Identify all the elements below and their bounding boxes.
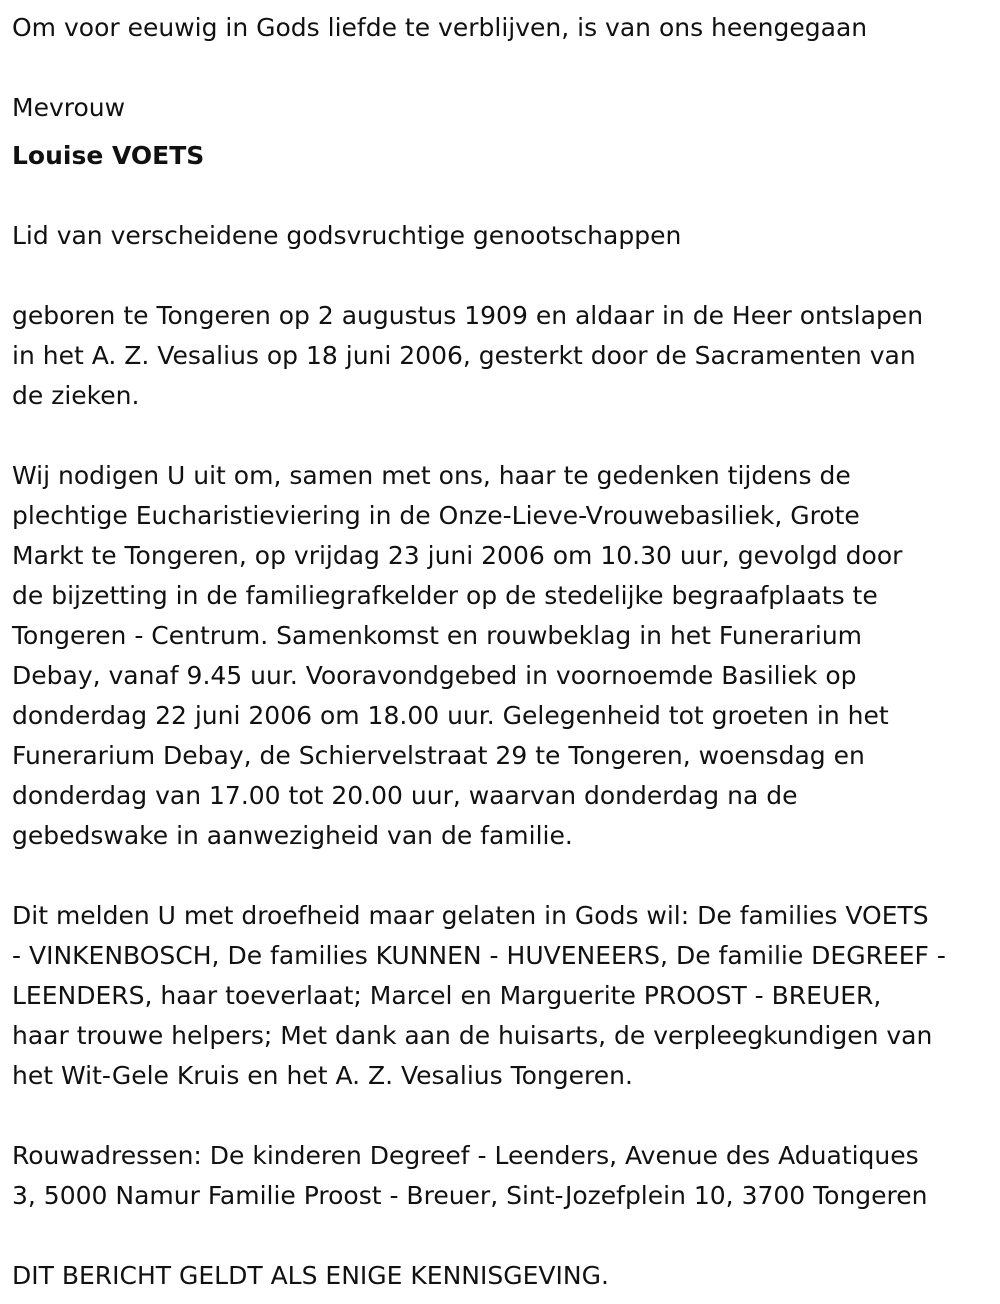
paragraph-line: donderdag 22 juni 2006 om 18.00 uur. Gelegenheid tot groeten in het <box>12 701 889 730</box>
deceased-name: Louise VOETS <box>12 141 205 170</box>
spacer <box>12 1096 988 1136</box>
paragraph-line: gebedswake in aanwezigheid van de familie. <box>12 821 573 850</box>
closing-notice: DIT BERICHT GELDT ALS ENIGE KENNISGEVING. <box>12 1261 609 1290</box>
paragraph-line: Funerarium Debay, de Schiervelstraat 29 te Tongeren, woensdag en <box>12 741 865 770</box>
paragraph-line: 3, 5000 Namur Familie Proost - Breuer, Sint-Jozefplein 10, 3700 Tongeren <box>12 1181 928 1210</box>
paragraph-line: LEENDERS, haar toeverlaat; Marcel en Marguerite PROOST - BREUER, <box>12 981 882 1010</box>
paragraph-line: Tongeren - Centrum. Samenkomst en rouwbeklag in het Funerarium <box>12 621 863 650</box>
spacer <box>12 416 988 456</box>
paragraph-line: donderdag van 17.00 tot 20.00 uur, waarvan donderdag na de <box>12 781 798 810</box>
announcement-paragraph <box>12 896 988 1096</box>
spacer <box>12 48 988 88</box>
paragraph-line: Dit melden U met droefheid maar gelaten in Gods wil: De families VOETS <box>12 901 929 930</box>
intro-text: Om voor eeuwig in Gods liefde te verblijven, is van ons heengegaan <box>12 13 868 42</box>
paragraph-line: de bijzetting in de familiegrafkelder op de stedelijke begraafplaats te <box>12 581 878 610</box>
invitation-paragraph <box>12 456 988 856</box>
paragraph-line: Rouwadressen: De kinderen Degreef - Leenders, Avenue des Aduatiques <box>12 1141 919 1170</box>
birth-death-paragraph <box>12 296 988 416</box>
addresses-paragraph <box>12 1136 988 1216</box>
paragraph-line: haar trouwe helpers; Met dank aan de huisarts, de verpleegkundigen van <box>12 1021 933 1050</box>
spacer <box>12 176 988 216</box>
salutation: Mevrouw <box>12 93 126 122</box>
spacer <box>12 256 988 296</box>
paragraph-line: Wij nodigen U uit om, samen met ons, haar te gedenken tijdens de <box>12 461 851 490</box>
paragraph-line: - VINKENBOSCH, De families KUNNEN - HUVENEERS, De familie DEGREEF - <box>12 941 946 970</box>
paragraph-line: Debay, vanaf 9.45 uur. Vooravondgebed in voornoemde Basiliek op <box>12 661 857 690</box>
paragraph-line: de zieken. <box>12 381 140 410</box>
paragraph-line: geboren te Tongeren op 2 augustus 1909 en aldaar in de Heer ontslapen <box>12 301 924 330</box>
paragraph-line: plechtige Eucharistieviering in de Onze-Lieve-Vrouwebasiliek, Grote <box>12 501 860 530</box>
spacer <box>12 856 988 896</box>
paragraph-line: in het A. Z. Vesalius op 18 juni 2006, gesterkt door de Sacramenten van <box>12 341 916 370</box>
spacer <box>12 1216 988 1256</box>
paragraph-line: Markt te Tongeren, op vrijdag 23 juni 2006 om 10.30 uur, gevolgd door <box>12 541 903 570</box>
membership-text: Lid van verscheidene godsvruchtige genootschappen <box>12 221 682 250</box>
paragraph-line: het Wit-Gele Kruis en het A. Z. Vesalius Tongeren. <box>12 1061 633 1090</box>
